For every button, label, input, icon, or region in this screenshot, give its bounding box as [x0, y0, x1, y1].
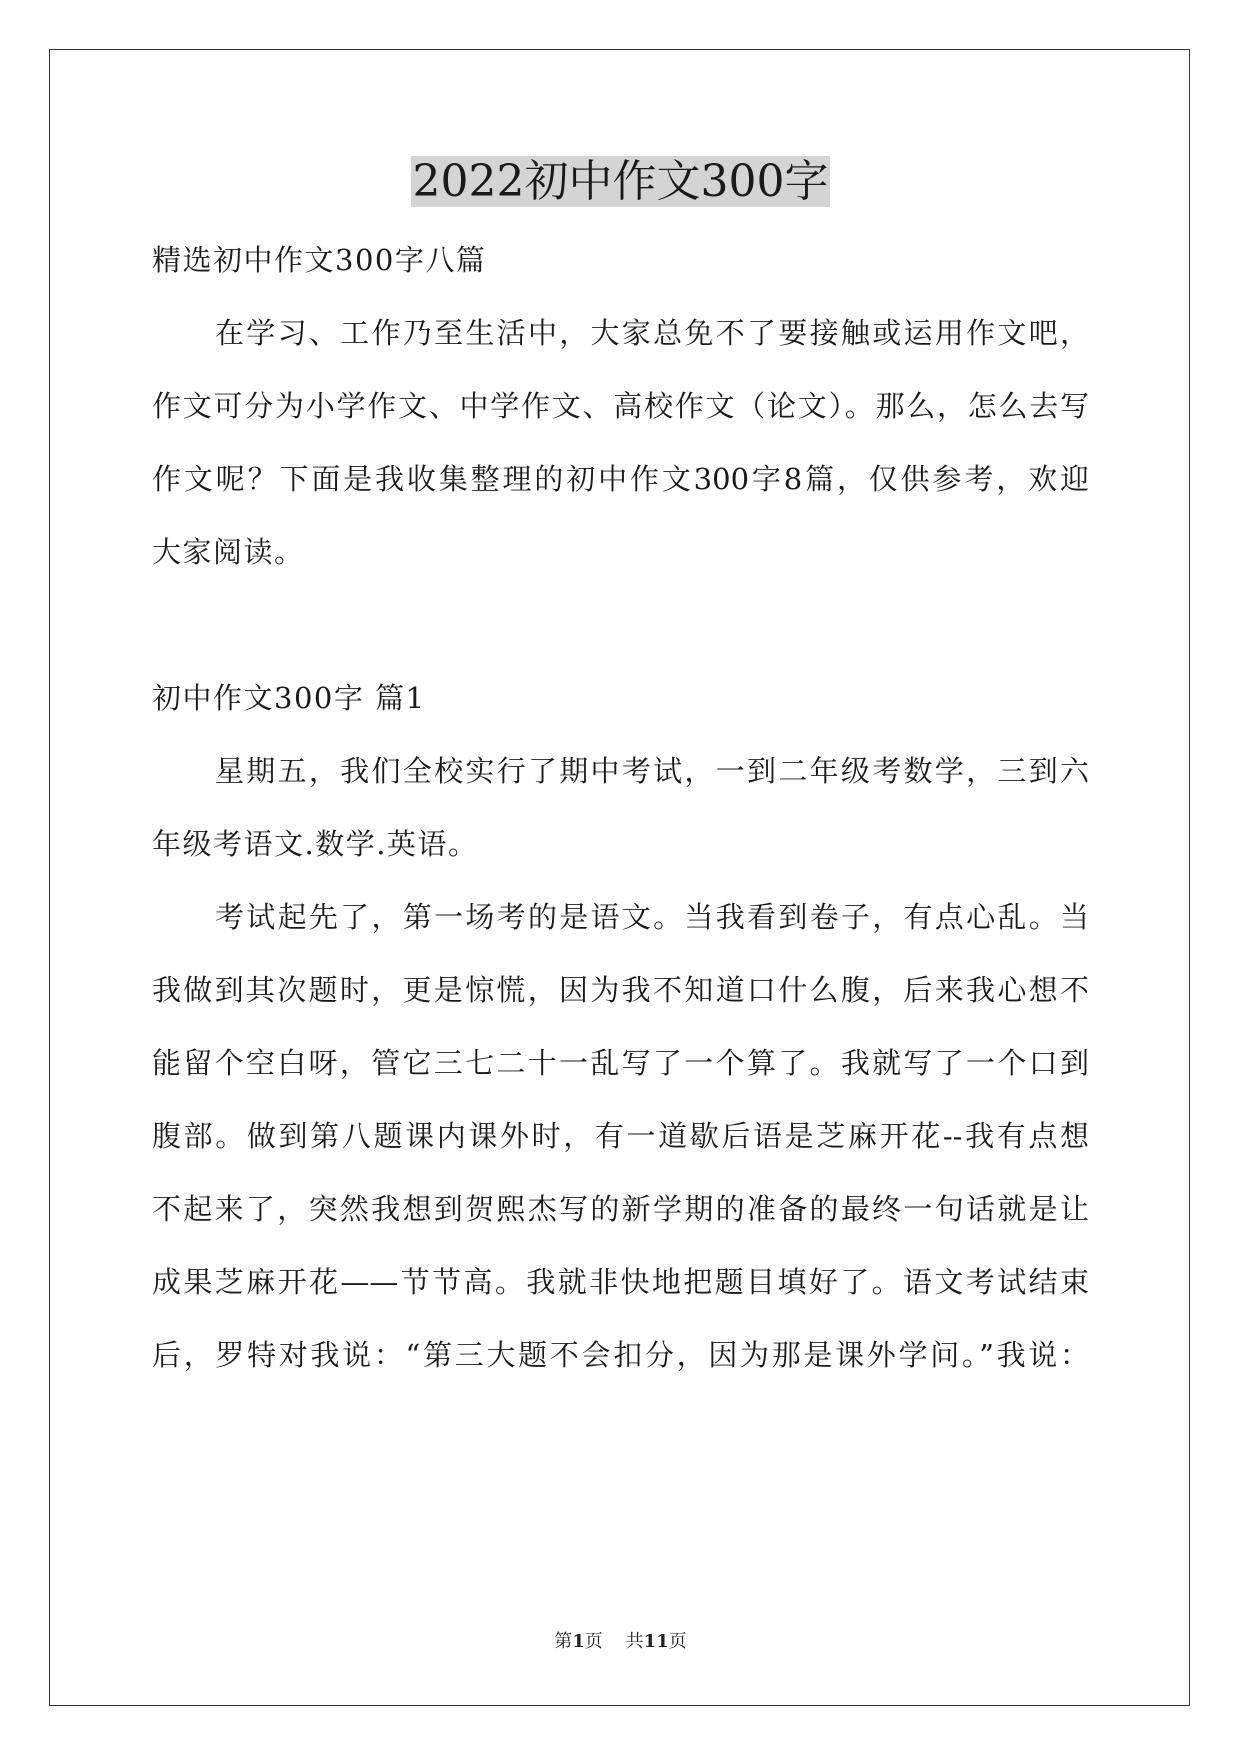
para2-line-7: 后，罗特对我说：“第三大题不会扣分，因为那是课外学问。”我说： [152, 1338, 1089, 1372]
footer-total-pages: 11 [643, 1631, 669, 1652]
para2-line-1: 考试起先了，第一场考的是语文。当我看到卷子，有点心乱。当 [215, 900, 1089, 934]
document-subtitle: 精选初中作文300字八篇 [152, 243, 487, 277]
para1-line-1: 星期五，我们全校实行了期中考试，一到二年级考数学，三到六 [215, 754, 1089, 788]
intro-line-1: 在学习、工作乃至生活中，大家总免不了要接触或运用作文吧， [215, 316, 1089, 350]
page-border [49, 49, 1190, 1706]
footer-page-suffix: 页 [584, 1631, 603, 1652]
para2-line-6: 成果芝麻开花——节节高。我就非快地把题目填好了。语文考试结束 [152, 1265, 1089, 1299]
intro-line-3: 作文呢？下面是我收集整理的初中作文300字8篇，仅供参考，欢迎 [152, 462, 1089, 496]
footer-total-prefix: 共 [625, 1631, 644, 1652]
document-title-text: 2022初中作文300字 [412, 156, 829, 207]
para2-line-5: 不起来了，突然我想到贺熙杰写的新学期的准备的最终一句话就是让 [152, 1192, 1089, 1226]
para2-line-2: 我做到其次题时，更是惊慌，因为我不知道口什么腹，后来我心想不 [152, 973, 1089, 1007]
footer-prefix: 第 [554, 1631, 573, 1652]
para2-line-4: 腹部。做到第八题课内课外时，有一道歇后语是芝麻开花--我有点想 [152, 1119, 1089, 1153]
intro-line-4: 大家阅读。 [152, 535, 305, 569]
footer-total-suffix: 页 [668, 1631, 687, 1652]
para1-line-2: 年级考语文.数学.英语。 [152, 827, 479, 861]
intro-line-2: 作文可分为小学作文、中学作文、高校作文（论文）。那么，怎么去写 [152, 389, 1089, 423]
document-title [0, 152, 1241, 212]
para2-line-3: 能留个空白呀，管它三七二十一乱写了一个算了。我就写了一个口到 [152, 1046, 1089, 1080]
page-footer [0, 1630, 1241, 1654]
footer-page-number: 1 [572, 1631, 585, 1652]
section-heading: 初中作文300字 篇1 [152, 681, 426, 715]
